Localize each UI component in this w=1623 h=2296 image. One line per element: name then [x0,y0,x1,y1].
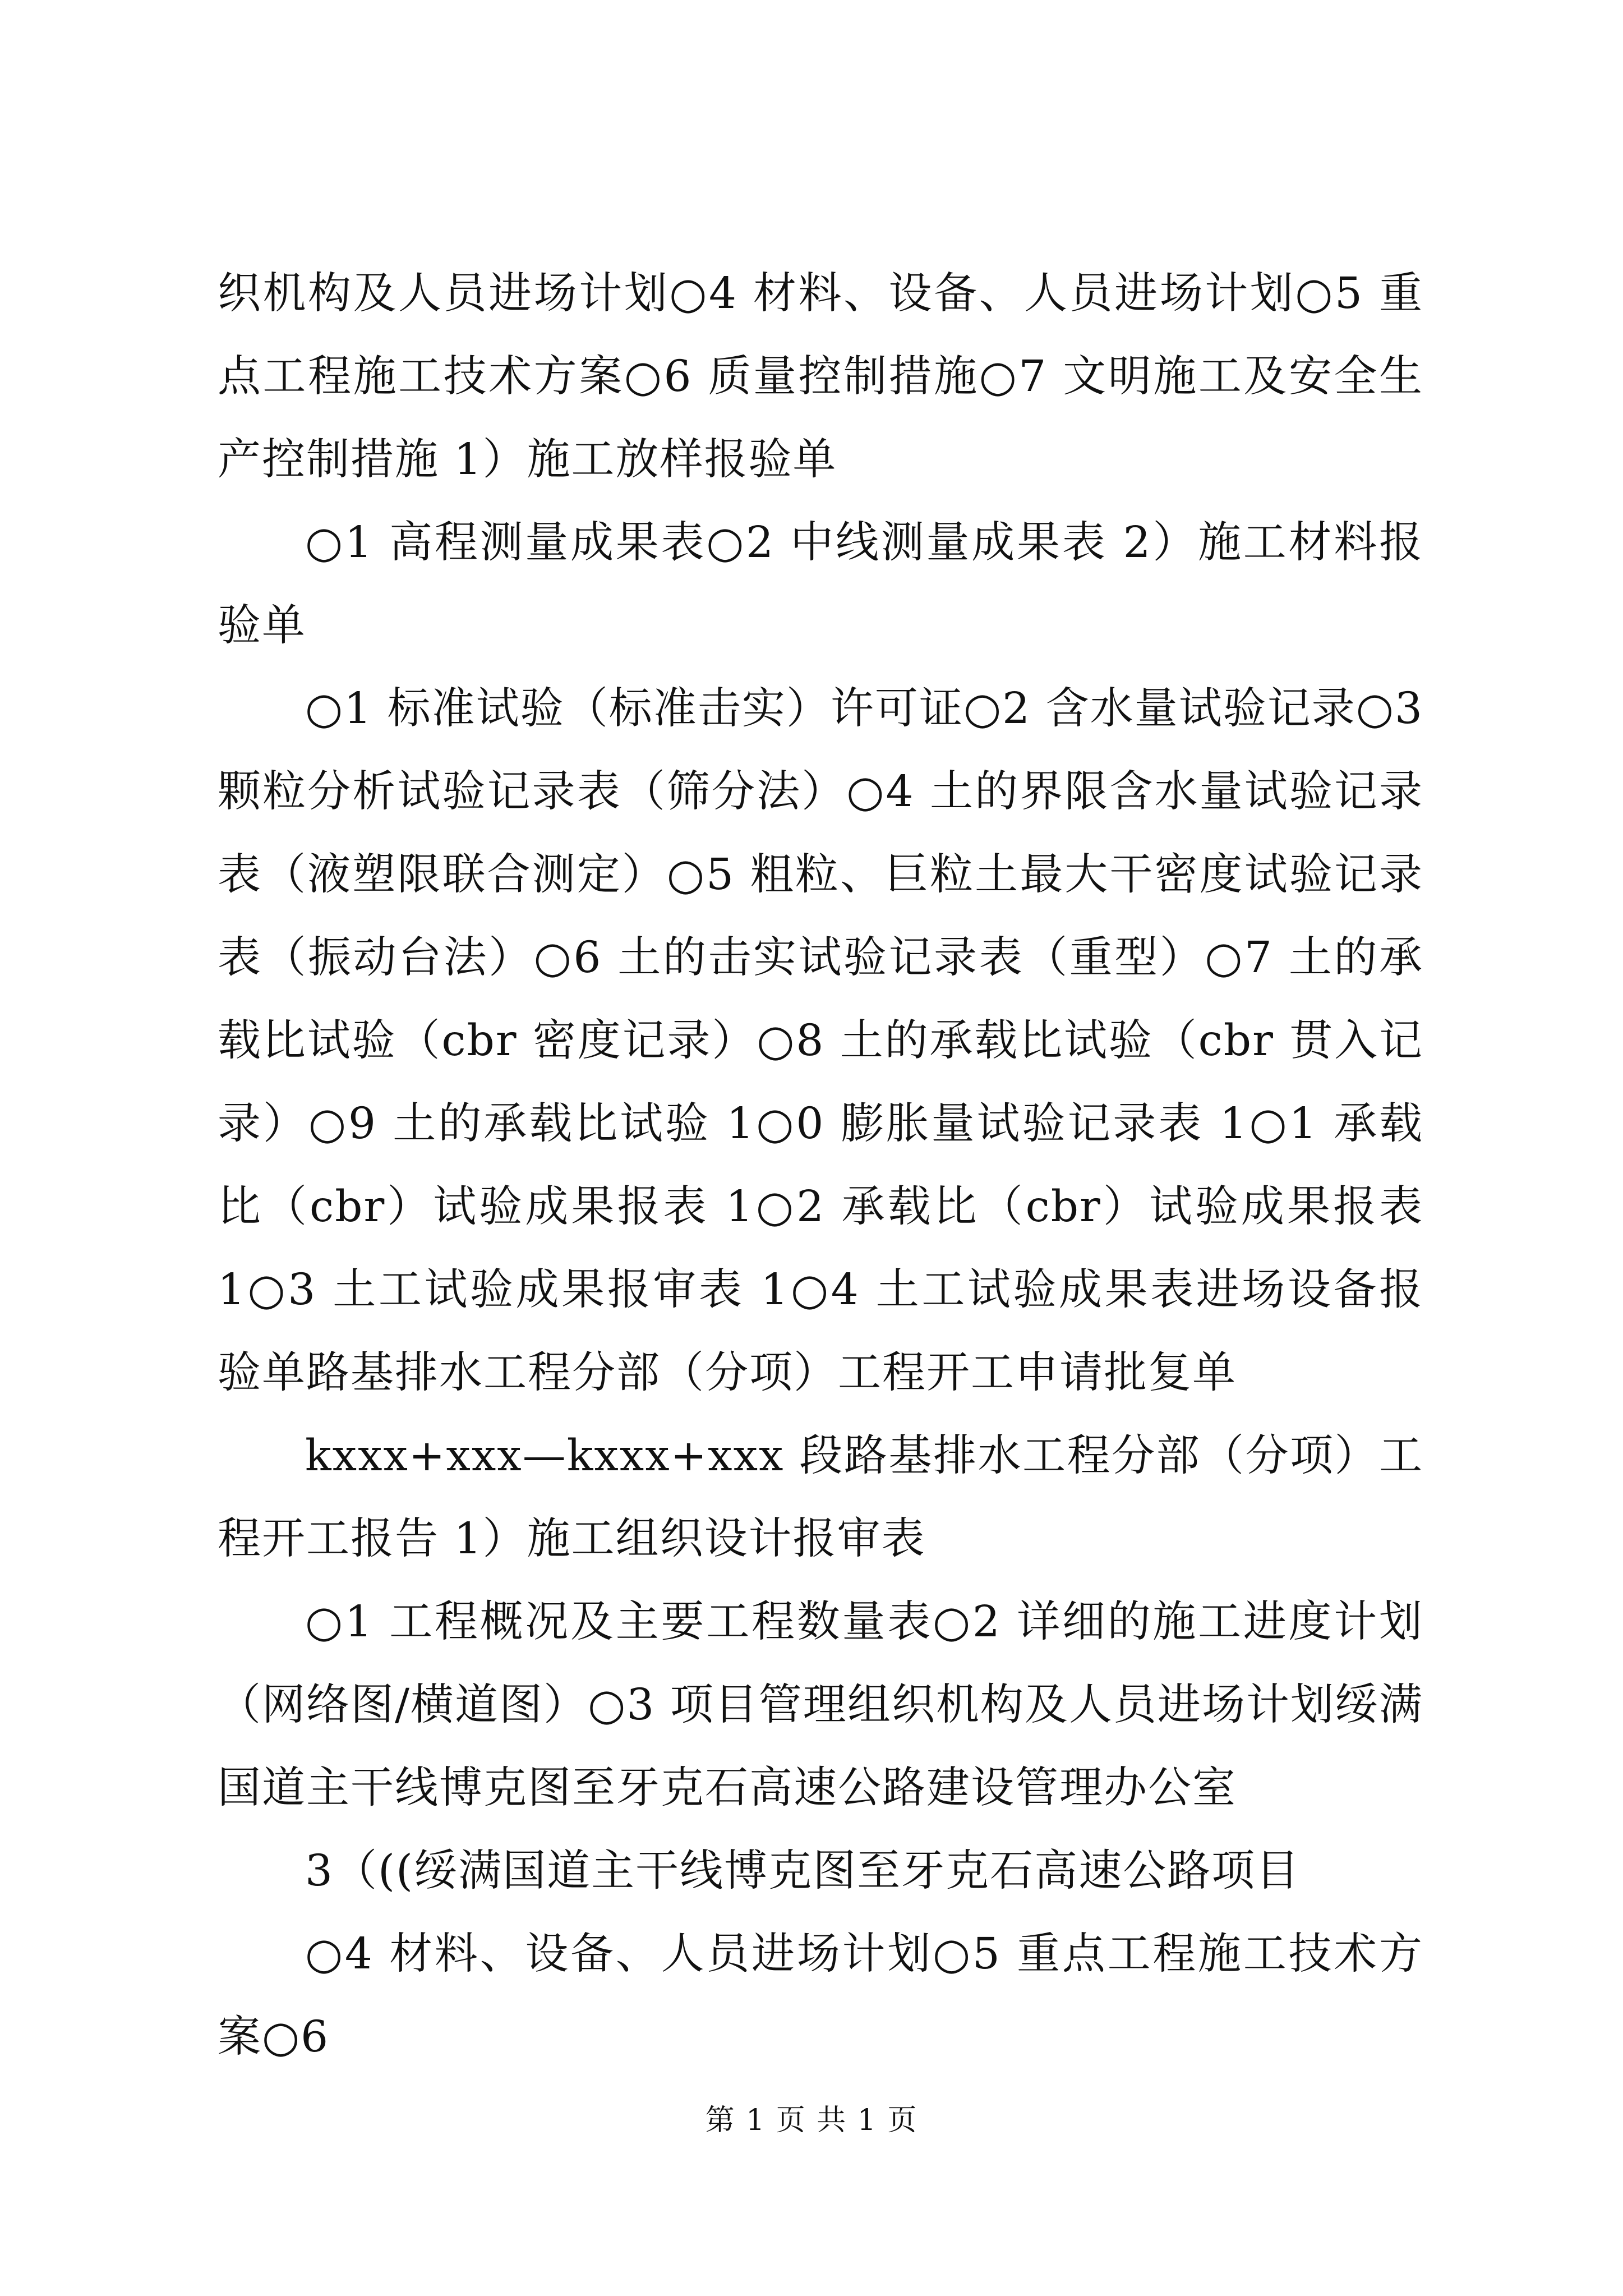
paragraph-6: 3（((绥满国道主干线博克图至牙克石高速公路项目 [305,1846,1301,1896]
paragraph-4: kxxx+xxx—kxxx+xxx 段路基排水工程分部（分项）工程开工报告 1）施工组织设计报审表 [218,1431,1423,1564]
paragraph-7: ○4 材料、设备、人员进场计划○5 重点工程施工技术方案○6 [218,1929,1423,2062]
paragraph-5: ○1 工程概况及主要工程数量表○2 详细的施工进度计划（网络图/横道图）○3 项目管理组织机构及人员进场计划绥满国道主干线博克图至牙克石高速公路建设管理办公室 [218,1597,1423,1813]
paragraph-1: 织机构及人员进场计划○4 材料、设备、人员进场计划○5 重点工程施工技术方案○6 质量控制措施○7 文明施工及安全生产控制措施 1）施工放样报验单 [218,269,1423,485]
paragraph-2: ○1 高程测量成果表○2 中线测量成果表 2）施工材料报验单 [218,518,1423,651]
document-body [218,252,1423,2079]
paragraph-3: ○1 标准试验（标准击实）许可证○2 含水量试验记录○3 颗粒分析试验记录表（筛分法）○4 土的界限含水量试验记录表（液塑限联合测定）○5 粗粒、巨粒土最大干密度试验记录表（振动台法）○6 土的击实试验记录表（重型）○7 土的承载比试验（cbr 密度记录）○8 土的承载比试验（cbr 贯入记录）○9 土的承载比试验 1○0 膨胀量试验记录表 1○1 承载比（cbr）试验成果报表 1○2 承载比（cbr）试验成果报表 1○3 土工试验成果报审表 1○4 土工试验成果表进场设备报验单路基排水工程分部（分项）工程开工申请批复单 [218,684,1423,1398]
page-footer: 第 1 页 共 1 页 [705,2104,918,2137]
